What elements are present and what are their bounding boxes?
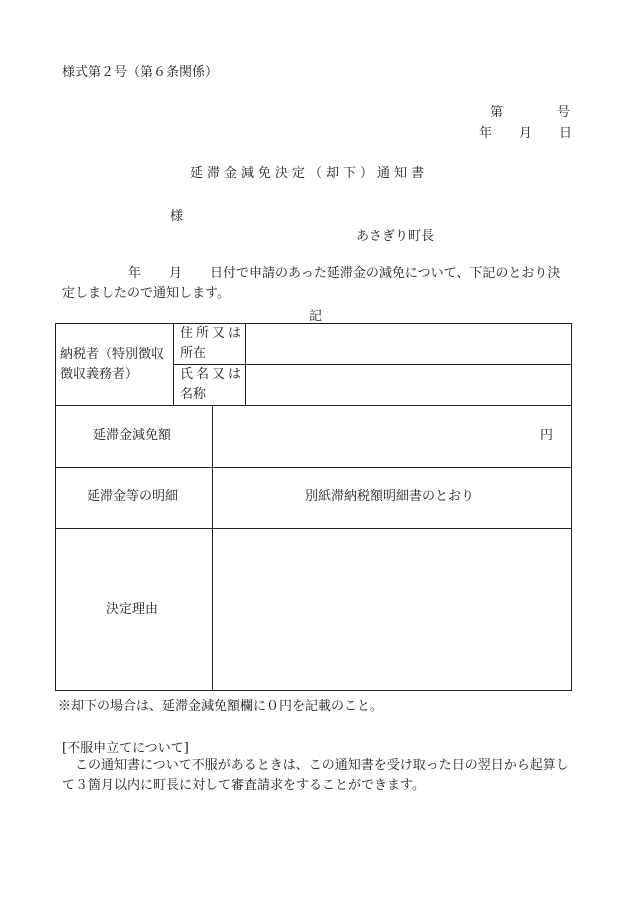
date-month: 月	[519, 126, 533, 141]
name-label: 氏名又は 名称	[180, 367, 245, 402]
address-label: 住所又は 所在	[180, 326, 245, 361]
ki-heading: 記	[309, 309, 323, 324]
details-label: 延滞金等の明細	[87, 489, 179, 504]
details-value: 別紙滞納税額明細書のとおり	[305, 489, 475, 504]
yen-unit: 円	[540, 428, 554, 443]
col-divider-main	[212, 405, 213, 690]
form-label: 様式第２号（第６条関係）	[62, 65, 219, 80]
number-suffix: 号	[557, 105, 571, 120]
objection-text: この通知書について不服があるときは、この通知書を受け取った日の翌日から起算して３箇月以内に町長に対して審査請求をすることができます。	[62, 758, 569, 793]
document-title: 延滞金減免決定（却下）通知書	[190, 166, 429, 181]
reason-label: 決定理由	[106, 602, 159, 617]
objection-heading: [不服申立てについて]	[62, 741, 189, 756]
body-year: 年	[128, 266, 142, 281]
row-divider-details	[56, 528, 571, 529]
col-divider-taxpayer	[173, 324, 174, 405]
rejection-note: ※却下の場合は、延滞金減免額欄に０円を記載のこと。	[58, 699, 384, 714]
taxpayer-label: 納税者（特別徴収 徴収義務者）	[60, 347, 165, 382]
decision-table	[55, 323, 572, 691]
date-day: 日	[559, 126, 573, 141]
body-paragraph	[62, 264, 572, 304]
date-year: 年	[479, 126, 493, 141]
body-text: 日付で申請のあった延滞金の減免について、下記のとおり決定しましたので通知します。	[62, 266, 561, 301]
issuer-name: あさぎり町長	[356, 229, 435, 244]
exemption-amount-label: 延滞金減免額	[93, 428, 172, 443]
body-month: 月	[169, 266, 183, 281]
document-number	[490, 101, 570, 120]
row-divider-amount	[56, 467, 571, 468]
addressee-suffix: 様	[170, 209, 184, 224]
document-date	[479, 122, 572, 141]
col-divider-label	[245, 324, 246, 405]
number-prefix: 第	[490, 105, 504, 120]
row-divider-taxpayer	[56, 405, 571, 406]
